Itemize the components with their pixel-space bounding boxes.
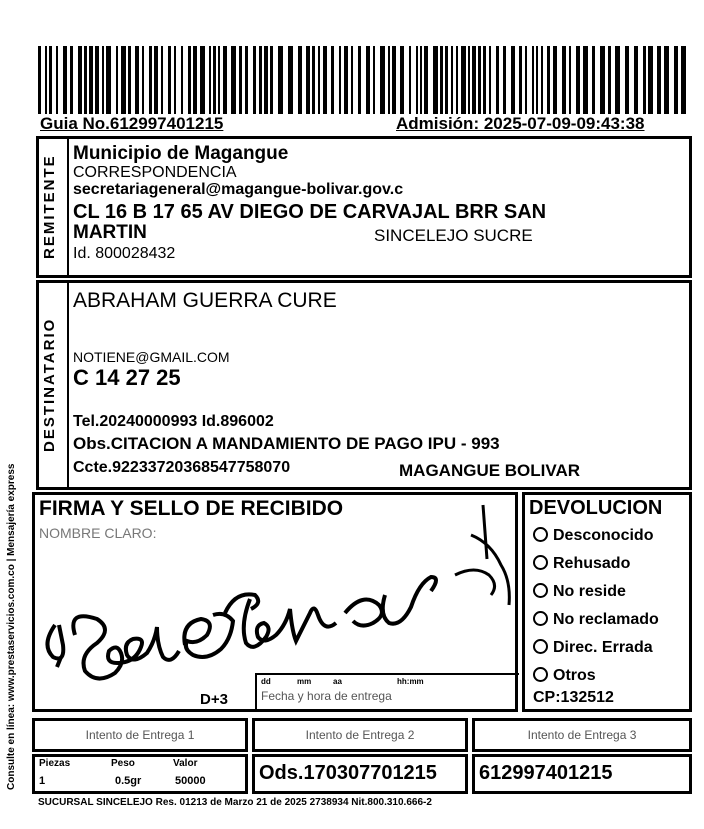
value-valor: 50000 — [175, 775, 206, 787]
barcode-bar — [106, 46, 111, 114]
option-no-reclamado[interactable]: No reclamado — [533, 611, 659, 629]
radio-circle-icon — [533, 583, 548, 598]
barcode-bar — [45, 46, 47, 114]
barcode-bar — [625, 46, 629, 114]
barcode-bar — [483, 46, 486, 114]
radio-circle-icon — [533, 639, 548, 654]
barcode-bar — [188, 46, 191, 114]
date-field-dd: dd — [261, 677, 271, 686]
barcode-bar — [525, 46, 527, 114]
radio-circle-icon — [533, 667, 548, 682]
barcode-bar — [643, 46, 646, 114]
barcode-bar — [89, 46, 93, 114]
radio-circle-icon — [533, 527, 548, 542]
recipient-address: C 14 27 25 — [73, 365, 181, 390]
barcode-bar — [161, 46, 163, 114]
barcode-bar — [634, 46, 638, 114]
guia-number-bottom: 612997401215 — [479, 762, 613, 784]
barcode-bar — [70, 46, 73, 114]
guia-number-header: Guia No.612997401215 — [40, 114, 224, 133]
barcode-bar — [128, 46, 131, 114]
barcode — [38, 46, 696, 114]
radio-circle-icon — [533, 611, 548, 626]
attempt-1[interactable]: Intento de Entrega 1 — [32, 718, 248, 752]
option-desconocido[interactable]: Desconocido — [533, 527, 653, 545]
barcode-bar — [102, 46, 104, 114]
destinatario-divider — [67, 283, 69, 487]
header-piezas: Piezas — [39, 758, 71, 769]
admision-timestamp: Admisión: 2025-07-09-09:43:38 — [396, 114, 645, 133]
recipient-tel: Tel.20240000993 Id.896002 — [73, 413, 274, 430]
barcode-bar — [657, 46, 661, 114]
barcode-bar — [420, 46, 422, 114]
remitente-divider — [67, 139, 69, 275]
barcode-bar — [149, 46, 152, 114]
header-peso: Peso — [111, 758, 135, 769]
barcode-bar — [600, 46, 605, 114]
barcode-bar — [223, 46, 227, 114]
firma-box — [32, 492, 518, 712]
barcode-bar — [583, 46, 588, 114]
barcode-bar — [174, 46, 176, 114]
barcode-bar — [278, 46, 283, 114]
option-otros[interactable]: Otros — [533, 667, 596, 685]
sender-address-1: CL 16 B 17 65 AV DIEGO DE CARVAJAL BRR SAN — [73, 201, 547, 223]
sender-address-2: MARTIN — [73, 222, 147, 243]
barcode-bar — [168, 46, 171, 114]
barcode-bar — [288, 46, 293, 114]
barcode-bar — [200, 46, 205, 114]
barcode-bar — [218, 46, 220, 114]
barcode-bar — [388, 46, 390, 114]
barcode-bar — [331, 46, 334, 114]
ods-box — [252, 754, 468, 794]
barcode-bar — [541, 46, 543, 114]
option-direc-errada[interactable]: Direc. Errada — [533, 639, 653, 657]
sender-id: Id. 800028432 — [73, 245, 176, 262]
barcode-bar — [49, 46, 52, 114]
barcode-bar — [358, 46, 361, 114]
pieces-table — [32, 754, 248, 794]
value-piezas: 1 — [39, 775, 46, 787]
barcode-bar — [468, 46, 470, 114]
barcode-bar — [239, 46, 242, 114]
barcode-bar — [562, 46, 566, 114]
barcode-bar — [193, 46, 197, 114]
barcode-bar — [142, 46, 144, 114]
destinatario-label: DESTINATARIO — [41, 317, 58, 453]
barcode-bar — [445, 46, 448, 114]
barcode-bar — [576, 46, 580, 114]
side-text: Consulte en línea: www.prestaservicios.com.co | Mensajería express — [6, 463, 17, 790]
barcode-bar — [503, 46, 506, 114]
barcode-bar — [78, 46, 82, 114]
barcode-bar — [532, 46, 534, 114]
date-field-box — [255, 673, 519, 711]
d-plus-days: D+3 — [200, 691, 228, 708]
date-label: Fecha y hora de entrega — [261, 689, 392, 703]
barcode-bar — [409, 46, 411, 114]
date-field-hhmm: hh:mm — [397, 677, 424, 686]
recipient-ccte: Ccte.92233720368547758070 — [73, 459, 291, 476]
recipient-obs: Obs.CITACION A MANDAMIENTO DE PAGO IPU - 993 — [73, 434, 500, 453]
barcode-bar — [451, 46, 453, 114]
barcode-graphic — [38, 46, 696, 114]
barcode-bar — [95, 46, 99, 114]
barcode-bar — [608, 46, 611, 114]
option-rehusado[interactable]: Rehusado — [533, 555, 630, 573]
barcode-bar — [298, 46, 302, 114]
barcode-bar — [213, 46, 216, 114]
recipient-city: MAGANGUE BOLIVAR — [399, 461, 581, 480]
sender-email: secretariageneral@magangue-bolivar.gov.c — [73, 181, 404, 198]
barcode-bar — [306, 46, 310, 114]
barcode-bar — [536, 46, 538, 114]
barcode-bar — [312, 46, 315, 114]
barcode-bar — [400, 46, 404, 114]
ods-number: Ods.170307701215 — [259, 762, 437, 784]
barcode-bar — [135, 46, 139, 114]
barcode-bar — [392, 46, 396, 114]
remitente-label: REMITENTE — [41, 154, 58, 260]
barcode-bar — [63, 46, 67, 114]
date-field-aa: aa — [333, 677, 342, 686]
sender-name: Municipio de Magangue — [73, 143, 289, 164]
header-valor: Valor — [173, 758, 198, 769]
barcode-bar — [245, 46, 248, 114]
value-peso: 0.5gr — [115, 775, 142, 787]
attempt-3[interactable]: Intento de Entrega 3 — [472, 718, 692, 752]
barcode-bar — [116, 46, 118, 114]
barcode-bar — [461, 46, 466, 114]
barcode-bar — [681, 46, 686, 114]
barcode-bar — [472, 46, 476, 114]
barcode-bar — [323, 46, 327, 114]
barcode-bar — [433, 46, 438, 114]
barcode-bar — [674, 46, 678, 114]
barcode-bar — [416, 46, 418, 114]
postal-code: CP:132512 — [533, 689, 614, 706]
barcode-bar — [592, 46, 595, 114]
barcode-bar — [547, 46, 550, 114]
barcode-bar — [489, 46, 491, 114]
barcode-bar — [519, 46, 522, 114]
barcode-bar — [318, 46, 320, 114]
barcode-bar — [38, 46, 41, 114]
barcode-bar — [231, 46, 236, 114]
barcode-bar — [270, 46, 273, 114]
barcode-bar — [440, 46, 443, 114]
barcode-bar — [84, 46, 87, 114]
barcode-bar — [496, 46, 499, 114]
sender-dept: CORRESPONDENCIA — [73, 164, 237, 181]
barcode-bar — [424, 46, 428, 114]
barcode-bar — [259, 46, 262, 114]
barcode-bar — [351, 46, 353, 114]
barcode-bar — [373, 46, 375, 114]
barcode-bar — [615, 46, 620, 114]
guia-box — [472, 754, 692, 794]
devolucion-title: DEVOLUCION — [529, 497, 663, 519]
barcode-bar — [664, 46, 669, 114]
remitente-box — [36, 136, 692, 278]
barcode-bar — [344, 46, 348, 114]
barcode-bar — [209, 46, 211, 114]
attempt-2[interactable]: Intento de Entrega 2 — [252, 718, 468, 752]
sender-city: SINCELEJO SUCRE — [374, 226, 533, 245]
barcode-bar — [380, 46, 385, 114]
barcode-bar — [339, 46, 341, 114]
barcode-bar — [121, 46, 126, 114]
date-field-mm: mm — [297, 677, 312, 686]
barcode-bar — [181, 46, 183, 114]
barcode-bar — [648, 46, 653, 114]
destinatario-box — [36, 280, 692, 490]
recipient-name: ABRAHAM GUERRA CURE — [73, 289, 337, 312]
barcode-bar — [56, 46, 58, 114]
firma-title: FIRMA Y SELLO DE RECIBIDO — [39, 497, 344, 520]
barcode-bar — [264, 46, 268, 114]
footer-text: SUCURSAL SINCELEJO Res. 01213 de Marzo 21 de 2025 2738934 Nit.800.310.666-2 — [38, 797, 432, 808]
barcode-bar — [553, 46, 557, 114]
devolucion-box — [522, 492, 692, 712]
barcode-bar — [478, 46, 481, 114]
barcode-bar — [366, 46, 370, 114]
option-no-reside[interactable]: No reside — [533, 583, 626, 601]
barcode-bar — [569, 46, 571, 114]
barcode-bar — [154, 46, 158, 114]
radio-circle-icon — [533, 555, 548, 570]
barcode-bar — [253, 46, 256, 114]
recipient-email: NOTIENE@GMAIL.COM — [73, 349, 230, 365]
barcode-bar — [456, 46, 458, 114]
barcode-bar — [511, 46, 515, 114]
nombre-claro-label: NOMBRE CLARO: — [39, 525, 157, 541]
